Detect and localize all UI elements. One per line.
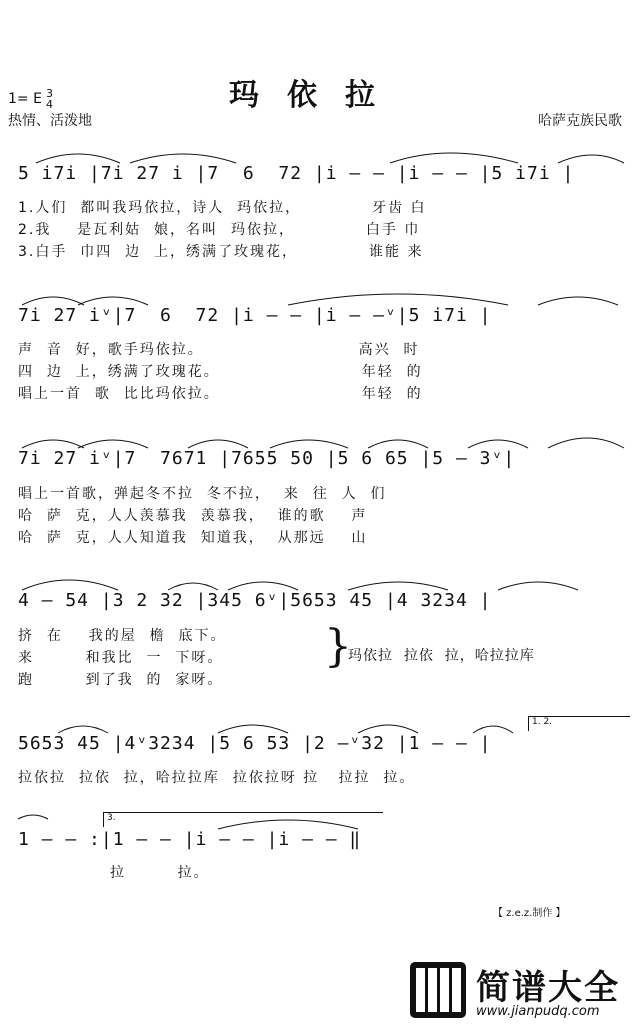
key-label: 1= E [8, 91, 42, 107]
time-bottom: 4 [45, 98, 53, 111]
site-url: www.jianpudq.com [476, 1004, 600, 1019]
site-name: 简谱大全 [476, 968, 620, 1008]
lyric-verse2-line4: 来 和我比 一 下呀。 [18, 650, 224, 666]
music-line-1 [18, 163, 626, 191]
music-notation: 5653 45 |4ᵛ3234 |5 6 53 |2 –ᵛ32 |1 – – | [18, 733, 492, 754]
lyric-verse3-line3: 哈 萨 克，人人知道我 知道我， 从那远 山 [18, 530, 368, 546]
lyric-verse2-line1: 2.我 是瓦利姑 娘，名叫 玛依拉， 白手 巾 [18, 222, 421, 238]
lyric-verse1-line1: 1.人们 都叫我玛依拉，诗人 玛依拉， 牙齿 白 [18, 200, 427, 216]
chorus-lyric: 玛依拉 拉依 拉，哈拉拉库 [348, 648, 535, 664]
lyric-verse2-line2: 四 边 上，绣满了玫瑰花。 年轻 的 [18, 364, 423, 380]
lyric-verse1-line3: 唱上一首歌，弹起冬不拉 冬不拉， 来 往 人 们 [18, 486, 387, 502]
page-title: 玛依拉 [229, 78, 403, 113]
site-logo [410, 962, 632, 1029]
music-line-6 [18, 829, 626, 857]
music-notation: 4 – 54 |3 2 32 |345 6ᵛ|5653 45 |4 3234 | [18, 590, 492, 611]
piano-keys-icon [410, 962, 466, 1018]
verse-brace: } [324, 621, 352, 672]
volta-bracket-3: 3. [103, 812, 383, 827]
music-notation: 7i 27 iᵛ|7 6 72 |i – – |i – –ᵛ|5 i7i | [18, 305, 492, 326]
music-notation: 7i 27 iᵛ|7 7671 |7655 50 |5 6 65 |5 – 3ᵛ| [18, 448, 516, 469]
music-line-3 [18, 448, 626, 476]
lyric-verse3-line4: 跑 到了我 的 家呀。 [18, 672, 224, 688]
lyric-line5: 拉依拉 拉依 拉，哈拉拉库 拉依拉呀 拉 拉拉 拉。 [18, 770, 416, 786]
lyric-verse3-line2: 唱上一首 歌 比比玛依拉。 年轻 的 [18, 386, 423, 402]
song-origin: 哈萨克族民歌 [538, 113, 622, 129]
music-line-2 [18, 305, 626, 333]
lyric-verse1-line4: 挤 在 我的屋 檐 底下。 [18, 628, 227, 644]
music-line-5 [18, 733, 626, 761]
maker-credit: 【 z.e.z.制作 】 [493, 908, 566, 919]
lyric-verse3-line1: 3.白手 巾四 边 上，绣满了玫瑰花， 谁能 来 [18, 244, 424, 260]
time-top: 3 [45, 87, 53, 100]
music-line-4 [18, 590, 626, 618]
lyric-line6: 拉 拉。 [110, 865, 210, 881]
volta-bracket-1-2: 1. 2. [528, 716, 630, 731]
tempo-marking: 热情、活泼地 [8, 113, 92, 129]
music-notation: 1 – – :|1 – – |i – – |i – – ‖ [18, 829, 362, 850]
lyric-verse1-line2: 声 音 好，歌手玛依拉。 高兴 时 [18, 342, 420, 358]
music-notation: 5 i7i |7i 27 i |7 6 72 |i – – |i – – |5 i7i | [18, 163, 575, 184]
lyric-verse2-line3: 哈 萨 克，人人羡慕我 羡慕我， 谁的歌 声 [18, 508, 368, 524]
